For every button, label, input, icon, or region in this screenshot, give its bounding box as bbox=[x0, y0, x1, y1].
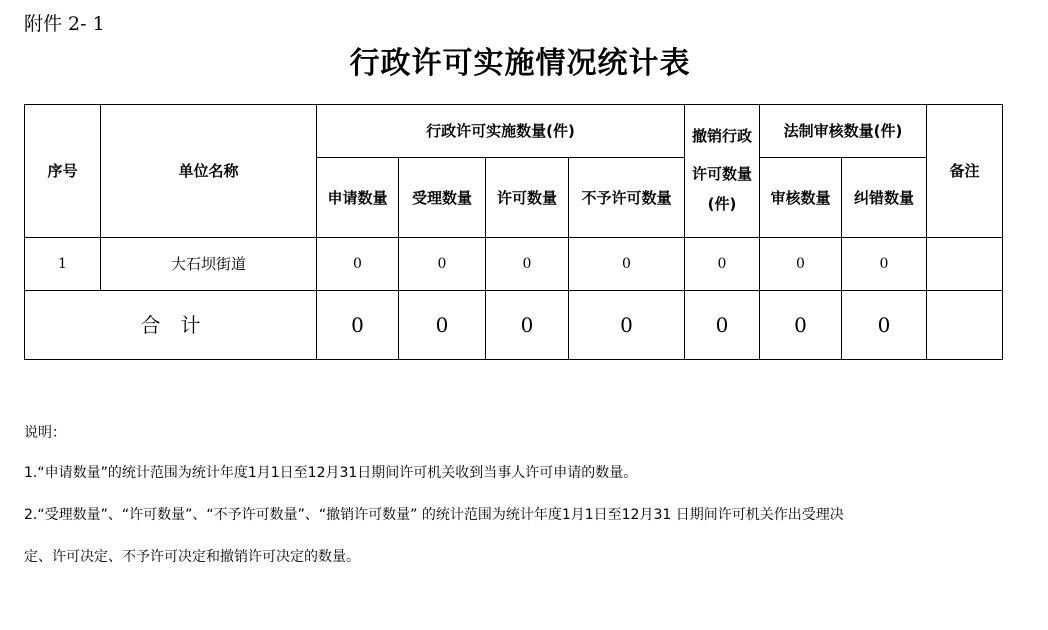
header-revoke-line3: (件) bbox=[707, 195, 737, 213]
header-correction-count: 纠错数量 bbox=[842, 158, 927, 238]
header-remarks: 备注 bbox=[927, 105, 1003, 238]
header-revoke-line2: 许可数量 bbox=[691, 165, 752, 183]
note-item-2-line-2: 定、许可决定、不予许可决定和撤销许可决定的数量。 bbox=[24, 549, 360, 565]
total-label: 合 计 bbox=[25, 291, 317, 360]
attachment-label: 附件 2- 1 bbox=[24, 13, 105, 35]
header-deny-count: 不予许可数量 bbox=[569, 158, 685, 238]
page-title: 行政许可实施情况统计表 bbox=[349, 46, 691, 81]
header-unit-name: 单位名称 bbox=[101, 105, 317, 238]
header-row-1 bbox=[25, 105, 1003, 158]
header-review-count: 审核数量 bbox=[760, 158, 842, 238]
header-permit-count: 许可数量 bbox=[486, 158, 569, 238]
row-review-count: 0 bbox=[760, 238, 842, 291]
note-item-1: 1.“申请数量”的统计范围为统计年度1月1日至12月31日期间许可机关收到当事人许可申请的数量。 bbox=[24, 465, 638, 481]
total-revoke-count: 0 bbox=[685, 291, 760, 360]
row-revoke-count: 0 bbox=[685, 238, 760, 291]
header-apply-count: 申请数量 bbox=[317, 158, 399, 238]
total-deny-count: 0 bbox=[569, 291, 685, 360]
note-item-2-line-1: 2.“受理数量”、“许可数量”、“不予许可数量”、“撤销许可数量” 的统计范围为统计年度1月1日至12月31 日期间许可机关作出受理决 bbox=[24, 507, 844, 523]
total-row bbox=[25, 291, 1003, 360]
row-correction-count: 0 bbox=[842, 238, 927, 291]
total-accept-count: 0 bbox=[399, 291, 486, 360]
header-seq: 序号 bbox=[25, 105, 101, 238]
row-deny-count: 0 bbox=[569, 238, 685, 291]
table-row bbox=[25, 238, 1003, 291]
row-seq: 1 bbox=[25, 238, 101, 291]
statistics-table bbox=[24, 104, 1003, 360]
total-review-count: 0 bbox=[760, 291, 842, 360]
row-permit-count: 0 bbox=[486, 238, 569, 291]
total-remarks bbox=[927, 291, 1003, 360]
notes-heading: 说明： bbox=[24, 425, 66, 441]
header-accept-count: 受理数量 bbox=[399, 158, 486, 238]
row-apply-count: 0 bbox=[317, 238, 399, 291]
row-remarks bbox=[927, 238, 1003, 291]
row-unit-name: 大石坝街道 bbox=[101, 238, 317, 291]
total-permit-count: 0 bbox=[486, 291, 569, 360]
header-legal-review-group: 法制审核数量(件) bbox=[760, 105, 927, 158]
header-revoke-line1: 撤销行政 bbox=[691, 127, 752, 145]
header-revoke-count bbox=[685, 105, 760, 238]
total-correction-count: 0 bbox=[842, 291, 927, 360]
row-accept-count: 0 bbox=[399, 238, 486, 291]
header-implementation-group: 行政许可实施数量(件) bbox=[317, 105, 685, 158]
total-apply-count: 0 bbox=[317, 291, 399, 360]
